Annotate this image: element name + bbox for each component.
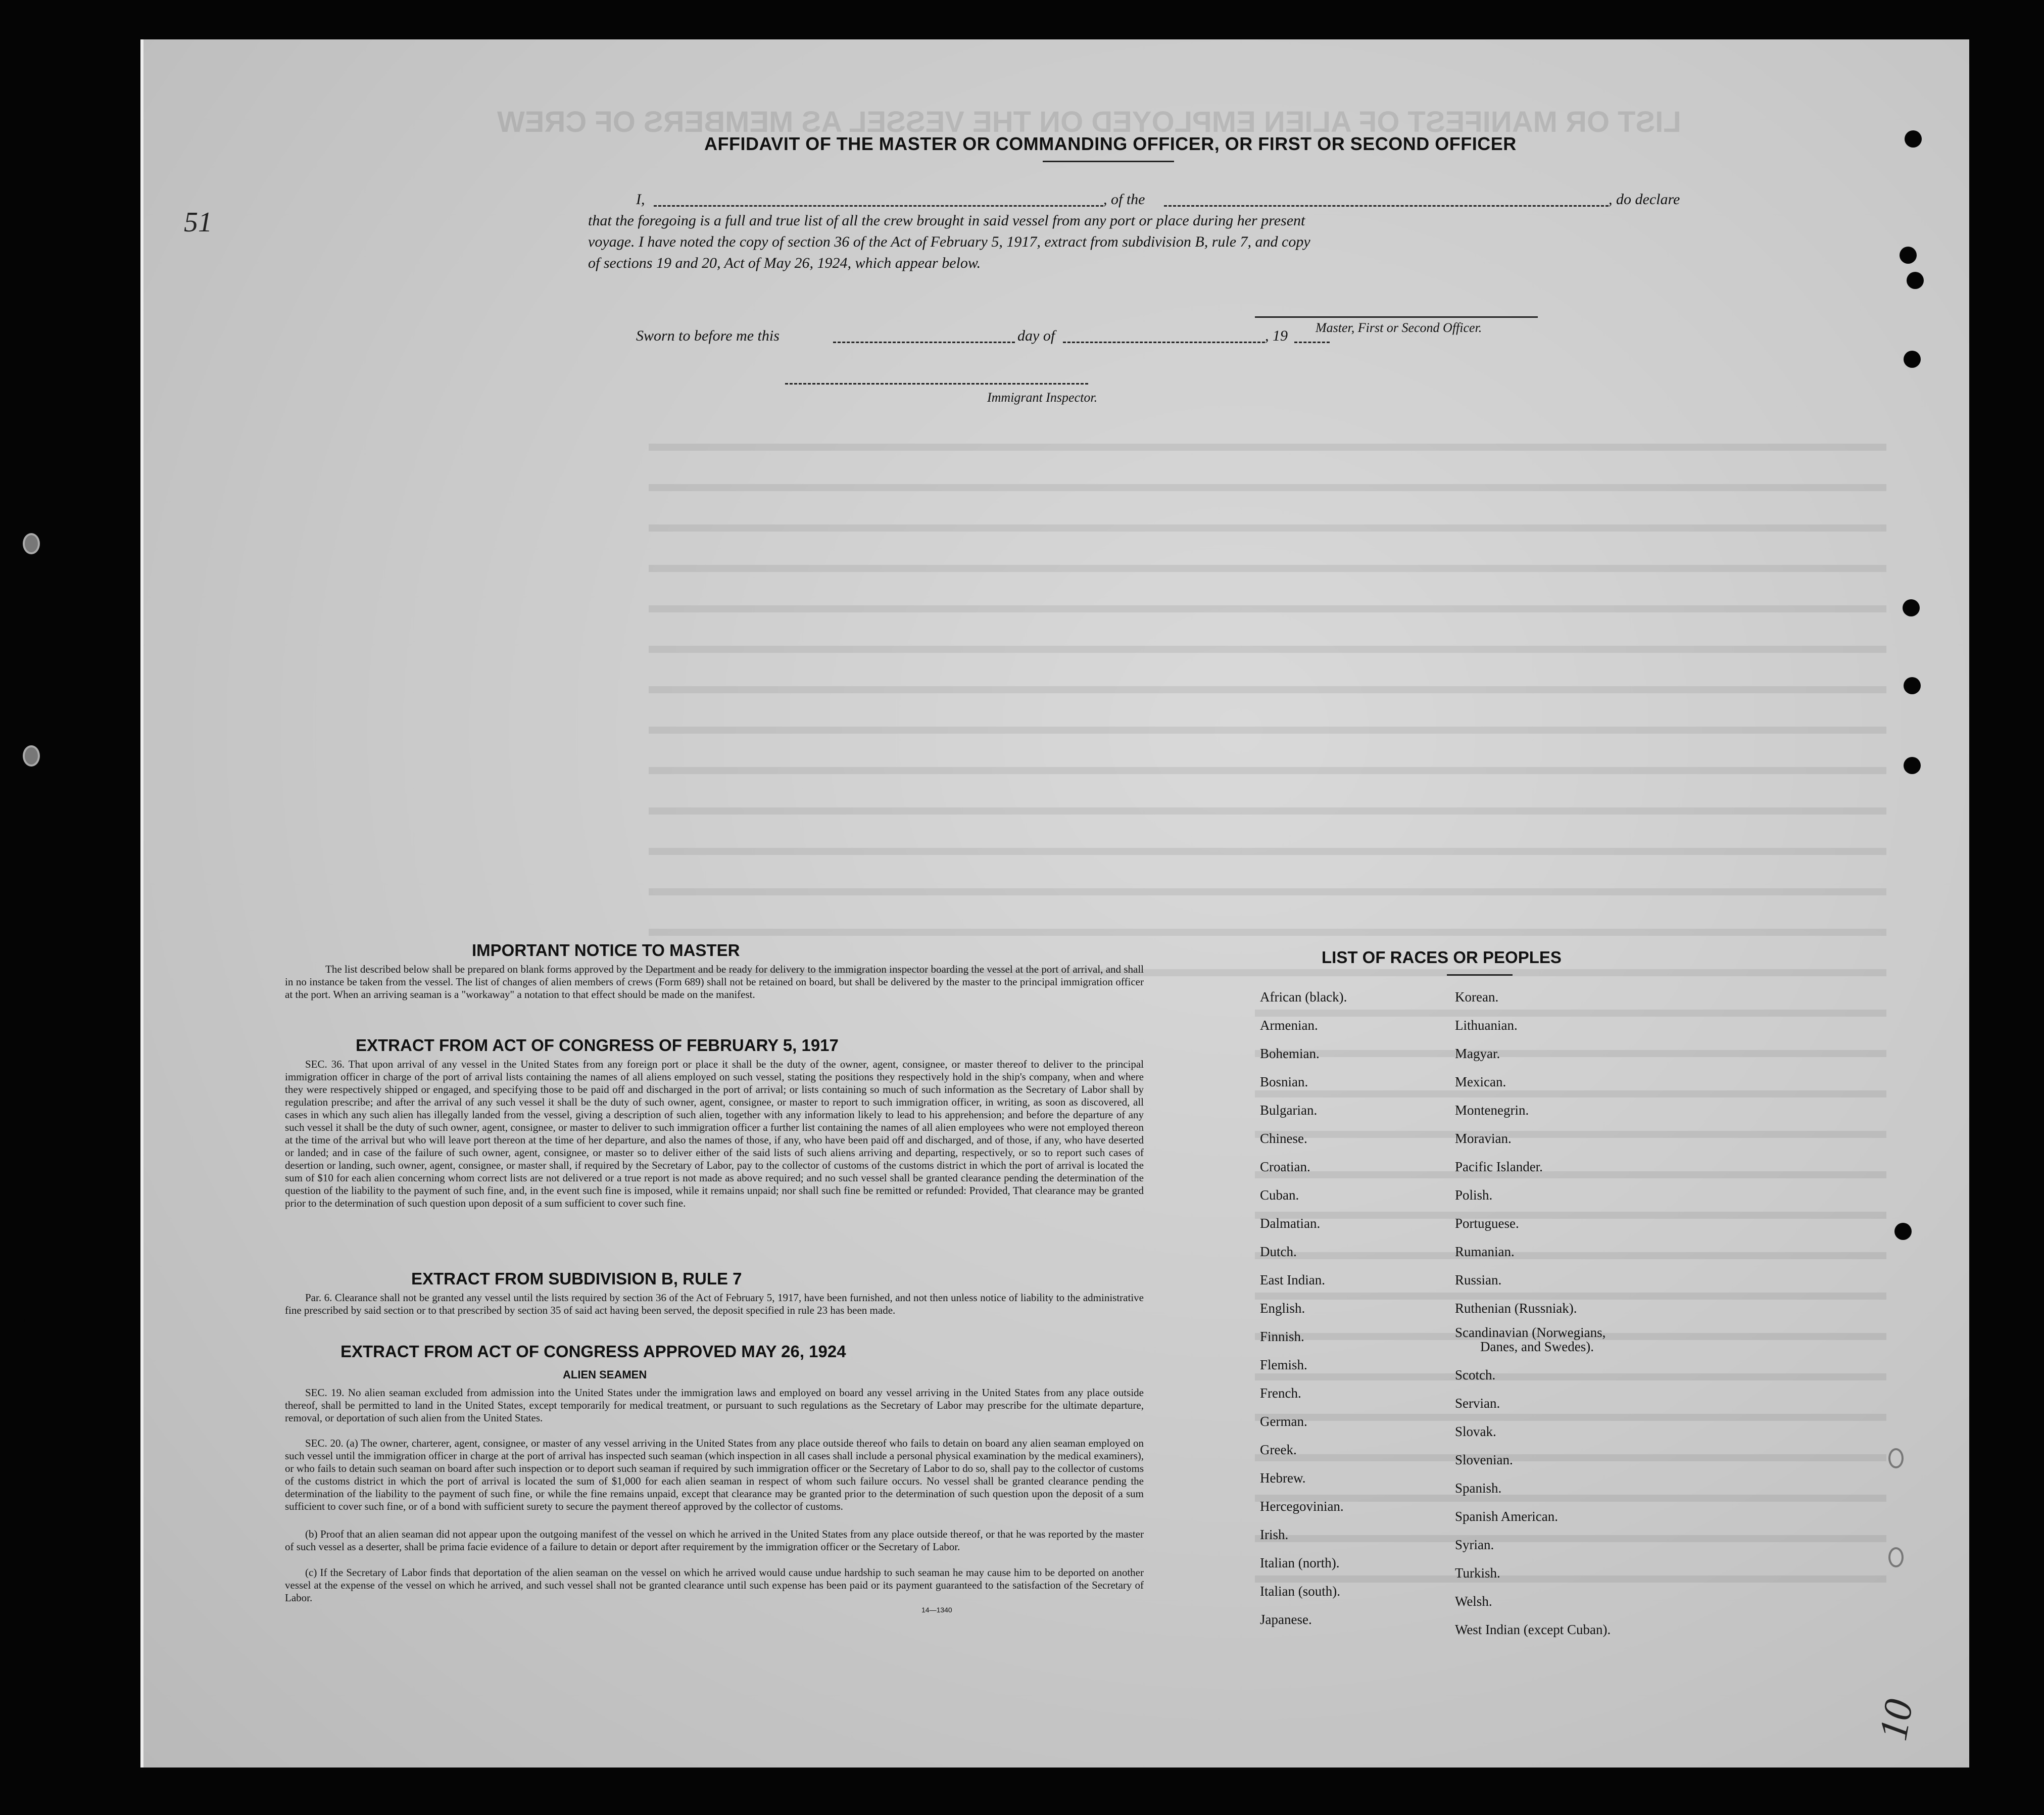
manifest-sheet: [140, 39, 1969, 1768]
notice-title: IMPORTANT NOTICE TO MASTER: [472, 941, 740, 960]
race-item: Hercegovinian.: [1260, 1499, 1344, 1514]
race-item: Portuguese.: [1455, 1216, 1519, 1231]
extract-1924-sec20a: SEC. 20. (a) The owner, charterer, agent, consignee, or master of any vessel arriving in the United States from any place outside thereof who fails to detain on board any alien seaman employed on such vessel until the immigration officer in charge at the port of arrival has inspected such seaman (which inspection in all cases shall include a personal physical examination by the medical examiners), or who fails to detain such seaman on board after such inspection or to deport such seaman if required by such immigration officer or the Secretary of Labor to do so, shall pay to the collector of customs of the customs district in which the port of arrival is located the sum of $1,000 for each alien seaman in respect of whom such failure occurs. No vessel shall be granted clearance pending the determination of the liability to the payment of such fine, or while the fine remains unpaid, except that clearance may be granted prior to the determination of such question upon the deposit of a sum sufficient to cover such fine, or of a bond with sufficient surety to secure the payment thereof approved by the collector of customs.: [285, 1437, 1144, 1512]
race-item: Spanish American.: [1455, 1509, 1558, 1524]
master-name-field[interactable]: [654, 205, 1103, 207]
race-item: Scandinavian (Norwegians,: [1455, 1325, 1606, 1340]
handwritten-number: 51: [184, 207, 212, 238]
race-item: Slovak.: [1455, 1424, 1496, 1439]
sworn-year-field[interactable]: [1294, 342, 1330, 343]
extract-1917-text: SEC. 36. That upon arrival of any vessel in the United States from any foreign port or place it shall be the duty of the owner, agent, consignee, or master thereof to deliver to the principal immigration officer in charge of the port of arrival lists containing the names of all aliens employed on such vessel, stating the positions they respectively hold in the ship's company, when and where they were respectively shipped or engaged, and specifying those to be paid off and discharged in the port of arrival; or lists containing so much of such information as the Secretary of Labor shall by regulation prescribe; and after the arrival of any such vessel it shall be the duty of such owner, agent, consignee, or master to report to such immigration officer, in writing, as soon as discovered, all cases in which any such alien has illegally landed from the vessel, giving a description of such alien, together with any information likely to lead to his apprehension; and before the departure of any such vessel it shall be the duty of such owner, agent, consignee, or master to deliver to such immigration officer a further list containing the names of all alien employees who were not employed thereon at the time of the arrival but who will leave port thereon at the time of her departure, and also the names of those, if any, who have been paid off and discharged, and of those, if any, who have deserted or landed; and in case of the failure of such owner, agent, consignee, or master so to deliver either of the said lists of such aliens arriving and departing, respectively, or so to report such cases of desertion or landing, such owner, agent, consignee, or master shall, if required by the Secretary of Labor, pay to the collector of customs of the customs district in which the port of arrival is located the sum of $10 for each alien concerning whom correct lists are not delivered or a true report is not made as above required; and no such vessel shall be granted clearance pending the determination of the question of the liability to the payment of such fine, and, in the event such fine is imposed, while it remains unpaid; nor shall such fine be remitted or refunded: Provided, That clearance may be granted prior to the determination of such question upon deposit of a sum sufficient to cover such fine.: [285, 1058, 1144, 1209]
races-title: LIST OF RACES OR PEOPLES: [1322, 948, 1562, 967]
race-item: Lithuanian.: [1455, 1018, 1518, 1033]
race-item: Spanish.: [1455, 1480, 1502, 1496]
race-item: Magyar.: [1455, 1046, 1500, 1061]
do-declare-label: , do declare: [1609, 191, 1680, 208]
race-item: Greek.: [1260, 1442, 1297, 1457]
inspector-signature-field[interactable]: [785, 383, 1088, 385]
race-item: Slovenian.: [1455, 1452, 1513, 1467]
handwritten-corner-mark: 10: [1871, 1696, 1922, 1744]
sworn-label: Sworn to before me this: [636, 327, 780, 344]
affidavit-body-line-1: that the foregoing is a full and true list of all the crew brought in said vessel from any port or place during her present: [588, 212, 1305, 229]
race-item: Chinese.: [1260, 1131, 1307, 1146]
punch-hole: [1904, 757, 1921, 774]
race-item: Armenian.: [1260, 1018, 1318, 1033]
vessel-name-field[interactable]: [1164, 205, 1609, 207]
punch-hole: [1905, 130, 1922, 148]
race-item: Ruthenian (Russniak).: [1455, 1301, 1577, 1316]
race-item: Cuban.: [1260, 1187, 1299, 1203]
race-item: Croatian.: [1260, 1159, 1310, 1174]
races-title-rule: [1447, 974, 1513, 976]
race-item: Pacific Islander.: [1455, 1159, 1543, 1174]
affidavit-body-line-3: of sections 19 and 20, Act of May 26, 1924, which appear below.: [588, 255, 981, 271]
race-item: Flemish.: [1260, 1357, 1307, 1372]
race-item: Finnish.: [1260, 1329, 1304, 1344]
extract-1924-sec19: SEC. 19. No alien seaman excluded from admission into the United States under the immigration laws and employed on board any vessel arriving in the United States from any place outside thereof, shall be permitted to land in the United States, except temporarily for medical treatment, or pursuant to such regulations as the Secretary of Labor may prescribe for the ultimate departure, removal, or deportation of such alien from the United States.: [285, 1387, 1144, 1424]
alien-seamen-subtitle: ALIEN SEAMEN: [563, 1368, 647, 1381]
punch-hole: [1904, 351, 1921, 368]
race-item: Korean.: [1455, 989, 1499, 1005]
race-item: Irish.: [1260, 1527, 1289, 1542]
extract-1924-title: EXTRACT FROM ACT OF CONGRESS APPROVED MAY 26, 1924: [340, 1342, 846, 1361]
race-item: Moravian.: [1455, 1131, 1512, 1146]
title-rule: [1043, 161, 1174, 162]
race-item: Italian (south).: [1260, 1584, 1340, 1599]
master-signature-field[interactable]: [1255, 316, 1538, 318]
race-item: Mexican.: [1455, 1074, 1506, 1089]
punch-hole: [1904, 677, 1921, 694]
affidavit-title: AFFIDAVIT OF THE MASTER OR COMMANDING OFFICER, OR FIRST OR SECOND OFFICER: [704, 133, 1517, 154]
punch-hole: [1894, 1223, 1912, 1240]
race-item: Bohemian.: [1260, 1046, 1320, 1061]
extract-rule7-title: EXTRACT FROM SUBDIVISION B, RULE 7: [411, 1269, 742, 1288]
race-item: French.: [1260, 1386, 1301, 1401]
binding-hole: [30, 838, 45, 853]
race-item: Servian.: [1455, 1396, 1500, 1411]
race-item-continued: Danes, and Swedes).: [1480, 1339, 1594, 1354]
punch-hole-outline: [1888, 1547, 1904, 1567]
sworn-month-field[interactable]: [1063, 342, 1265, 343]
punch-hole: [1903, 599, 1920, 616]
race-item: Polish.: [1455, 1187, 1493, 1203]
of-the-label: , of the: [1103, 191, 1145, 208]
punch-hole-outline: [1888, 1448, 1904, 1468]
race-item: Bosnian.: [1260, 1074, 1308, 1089]
race-item: English.: [1260, 1301, 1305, 1316]
race-item: German.: [1260, 1414, 1307, 1429]
form-number: 14—1340: [921, 1606, 952, 1614]
bleed-through-heading: LIST OR MANIFEST OF ALIEN EMPLOYED ON THE VESSEL AS MEMBERS OF CREW: [497, 106, 1681, 138]
master-signature-label: Master, First or Second Officer.: [1316, 320, 1482, 335]
extract-rule7-text: Par. 6. Clearance shall not be granted any vessel until the lists required by section 36 of the Act of February 5, 1917, have been furnished, and not then unless notice of liability to the administrative fine prescribed by said section or to that prescribed by section 35 of said act having been served, the deposit specified in rule 23 has been made.: [285, 1292, 1144, 1316]
race-item: Hebrew.: [1260, 1470, 1306, 1486]
race-item: East Indian.: [1260, 1272, 1325, 1287]
binding-hole: [24, 1313, 39, 1328]
race-item: Rumanian.: [1455, 1244, 1515, 1259]
year-label: , 19: [1265, 327, 1288, 344]
scan-edge-hole: [23, 533, 40, 554]
affidavit-body-line-2: voyage. I have noted the copy of section 36 of the Act of February 5, 1917, extract from subdivision B, rule 7, and copy: [588, 233, 1310, 250]
race-item: Italian (north).: [1260, 1555, 1340, 1570]
race-item: Dutch.: [1260, 1244, 1297, 1259]
race-item: Scotch.: [1455, 1367, 1496, 1382]
race-item: Welsh.: [1455, 1594, 1492, 1609]
inspector-label: Immigrant Inspector.: [987, 390, 1098, 405]
race-item: Russian.: [1455, 1272, 1502, 1287]
notice-text: The list described below shall be prepared on blank forms approved by the Department and be ready for delivery to the immigration inspector boarding the vessel at the port of arrival, and shall in no instance be taken from the vessel. The list of changes of alien members of crews (Form 689) shall not be retained on board, but shall be delivered by the master to the principal immigration officer at the port. When an arriving seaman is a "workaway" a notation to that effect should be made on the manifest.: [285, 963, 1144, 1000]
race-item: Turkish.: [1455, 1565, 1500, 1581]
scan-edge-hole: [23, 745, 40, 767]
punch-hole: [1907, 272, 1924, 289]
i-label: I,: [636, 191, 645, 208]
race-item: West Indian (except Cuban).: [1455, 1622, 1611, 1637]
race-item: Syrian.: [1455, 1537, 1494, 1552]
extract-1917-title: EXTRACT FROM ACT OF CONGRESS OF FEBRUARY 5, 1917: [356, 1036, 839, 1055]
punch-hole: [1900, 247, 1917, 264]
day-of-label: day of: [1017, 327, 1055, 344]
sworn-day-field[interactable]: [833, 342, 1015, 343]
race-item: Montenegrin.: [1455, 1103, 1529, 1118]
race-item: Bulgarian.: [1260, 1103, 1318, 1118]
extract-1924-sec20b: (b) Proof that an alien seaman did not appear upon the outgoing manifest of the vessel on which he arrived in the United States from any place outside thereof, or that he was reported by the master of such vessel as a deserter, shall be prima facie evidence of a failure to detain or deport after requirement by the immigration officer or the Secretary of Labor.: [285, 1528, 1144, 1553]
race-item: Japanese.: [1260, 1612, 1312, 1627]
extract-1924-sec20c: (c) If the Secretary of Labor finds that deportation of the alien seaman on the vessel on which he arrived would cause undue hardship to such seaman he may cause him to be deported on another vessel at the expense of the vessel on which he arrived, and such vessel shall not be granted clearance until such expense has been paid or its payment guaranteed to the satisfaction of the Secretary of Labor.: [285, 1566, 1144, 1604]
race-item: Dalmatian.: [1260, 1216, 1321, 1231]
race-item: African (black).: [1260, 989, 1347, 1005]
